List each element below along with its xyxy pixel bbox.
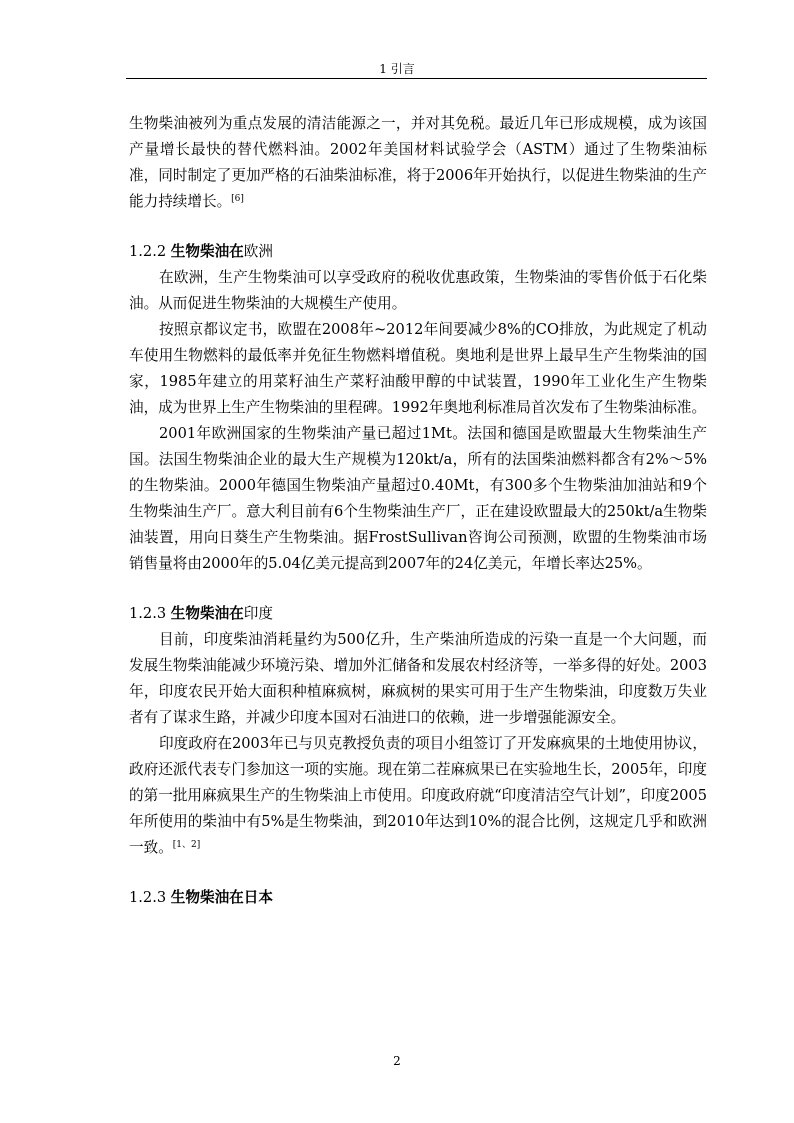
india-paragraph-1: 目前，印度柴油消耗量约为500亿升，生产柴油所造成的污染一直是一个大问题，而发展生物柴油能减少环境污染、增加外汇储备和发展农村经济等，一举多得的好处。2003年，印度农民开始大面积种植麻疯树，麻疯树的果实可用于生产生物柴油，印度数万失业者有了谋求生路，并减少印度本国对石油进口的依赖，进一步增强能源安全。 (129, 631, 707, 726)
intro-paragraph (129, 111, 707, 215)
header-divider (126, 78, 707, 79)
page-number: 2 (393, 1054, 401, 1068)
intro-citation: [6] (231, 194, 244, 204)
india-paragraph-2-text: 印度政府在2003年已与贝克教授负责的项目小组签订了开发麻疯果的土地使用协议，政府还派代表专门参加这一项的实施。现在第二茬麻疯果已在实验地生长，2005年，印度的第一批用麻疯果生产的生物柴油上市使用。印度政府就“印度清洁空气计划”，印度2005年所使用的柴油中有5%是生物柴油，到2010年达到10%的混合比例，这规定几乎和欧洲一致。 (129, 735, 707, 856)
section-title-region: 欧洲 (243, 243, 273, 260)
spacer (129, 215, 707, 239)
europe-paragraph-2: 按照京都议定书，欧盟在2008年~2012年间要减少8%的CO排放，为此规定了机动车使用生物燃料的最低率并免征生物燃料增值税。奥地利是世界上最早生产生物柴油的国家，1985年建立的用菜籽油生产菜籽油酸甲醇的中试装置，1990年工业化生产生物柴油，成为世界上生产生物柴油的里程碑。1992年奥地利标准局首次发布了生物柴油标准。 (129, 321, 707, 416)
europe-paragraph-1: 在欧洲，生产生物柴油可以享受政府的税收优惠政策，生物柴油的零售价低于石化柴油。从而促进生物柴油的大规模生产使用。 (129, 269, 707, 312)
running-header: 1 引言 (379, 62, 415, 76)
section-number: 1.2.3 (129, 605, 167, 622)
section-heading-japan (129, 885, 707, 911)
section-heading-india (129, 601, 707, 627)
section-title-region: 印度 (243, 605, 273, 622)
section-title-bold: 生物柴油在 (170, 605, 244, 622)
section-number: 1.2.3 (129, 889, 167, 906)
india-paragraph-2 (129, 731, 707, 861)
page-body (129, 111, 707, 911)
section-number: 1.2.2 (129, 243, 167, 260)
spacer (129, 577, 707, 601)
section-title-bold: 生物柴油在 (170, 243, 244, 260)
europe-paragraph-3: 2001年欧洲国家的生物柴油产量已超过1Mt。法国和德国是欧盟最大生物柴油生产国。法国生物柴油企业的最大生产规模为120kt/a，所有的法国柴油燃料都含有2%～5%的生物柴油。2000年德国生物柴油产量超过0.40Mt，有300多个生物柴油加油站和9个生物柴油生产厂。意大利目前有6个生物柴油生产厂，正在建设欧盟最大的250kt/a生物柴油装置，用向日葵生产生物柴油。据FrostSullivan咨询公司预测，欧盟的生物柴油市场销售量将由2000年的5.04亿美元提高到2007年的24亿美元，年增长率达25%。 (129, 425, 707, 572)
intro-text: 生物柴油被列为重点发展的清洁能源之一，并对其免税。最近几年已形成规模，成为该国产量增长最快的替代燃料油。2002年美国材料试验学会（ASTM）通过了生物柴油标准，同时制定了更加严格的石油柴油标准，将于2006年开始执行，以促进生物柴油的生产能力持续增长。 (129, 115, 707, 210)
section-heading-europe (129, 239, 707, 265)
spacer (129, 861, 707, 885)
section-title-bold: 生物柴油在日本 (170, 889, 273, 906)
india-citation: [1、2] (172, 840, 201, 850)
